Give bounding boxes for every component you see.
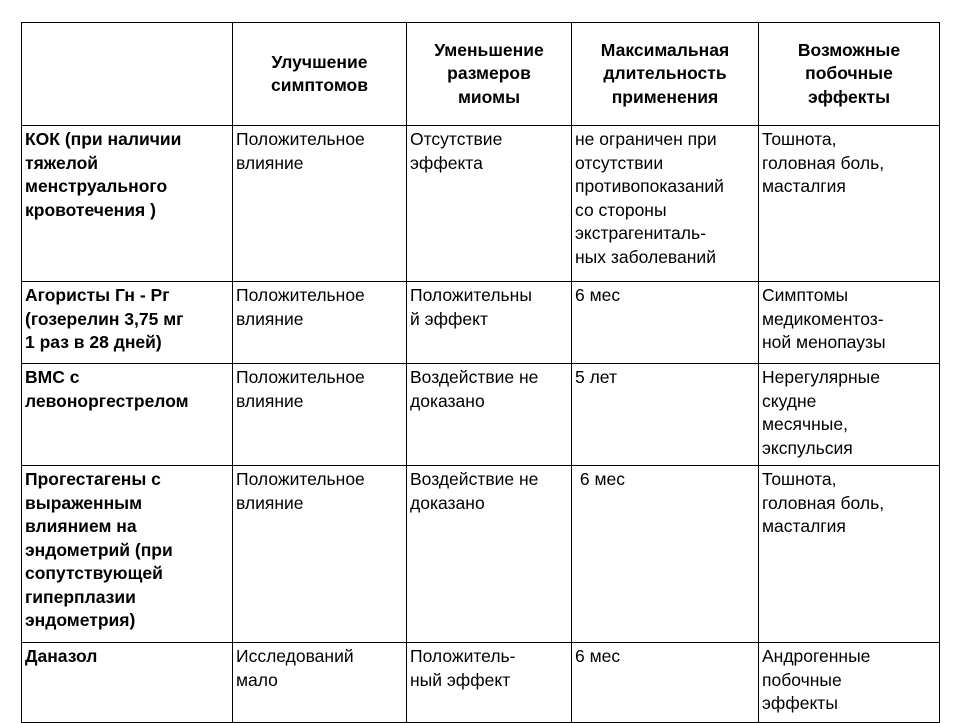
duration-cell: 5 лет <box>572 364 759 466</box>
drug-cell: ВМС с левоноргестрелом <box>22 364 233 466</box>
side-effects-cell: Тошнота, головная боль, масталгия <box>759 126 940 282</box>
symptoms-cell: Положительное влияние <box>233 466 407 643</box>
duration-cell: не ограничен при отсутствии противопоказаний со стороны экстрагениталь- ных заболеваний <box>572 126 759 282</box>
drug-cell: КОК (при наличии тяжелой менструального кровотечения ) <box>22 126 233 282</box>
drug-cell: Прогестагены с выраженным влиянием на эндометрий (при сопутствующей гиперплазии эндометрия) <box>22 466 233 643</box>
size-cell: Положитель- ный эффект <box>407 643 572 723</box>
table-row <box>22 364 940 466</box>
header-cell-drug <box>22 23 233 126</box>
symptoms-cell: Положительное влияние <box>233 282 407 364</box>
table-header-row <box>22 23 940 126</box>
symptoms-cell: Исследований мало <box>233 643 407 723</box>
symptoms-cell: Положительное влияние <box>233 364 407 466</box>
header-cell-duration: Максимальная длительность применения <box>572 23 759 126</box>
size-cell: Отсутствие эффекта <box>407 126 572 282</box>
drug-cell: Агористы Гн - Рг (гозерелин 3,75 мг 1 раз в 28 дней) <box>22 282 233 364</box>
duration-cell: 6 мес <box>572 466 759 643</box>
comparison-table <box>21 22 940 723</box>
side-effects-cell: Андрогенные побочные эффекты <box>759 643 940 723</box>
size-cell: Воздействие не доказано <box>407 466 572 643</box>
side-effects-cell: Тошнота, головная боль, масталгия <box>759 466 940 643</box>
size-cell: Положительны й эффект <box>407 282 572 364</box>
symptoms-cell: Положительное влияние <box>233 126 407 282</box>
drug-cell: Даназол <box>22 643 233 723</box>
side-effects-cell: Симптомы медикоментоз- ной менопаузы <box>759 282 940 364</box>
duration-cell: 6 мес <box>572 282 759 364</box>
header-cell-symptoms: Улучшение симптомов <box>233 23 407 126</box>
size-cell: Воздействие не доказано <box>407 364 572 466</box>
duration-cell: 6 мес <box>572 643 759 723</box>
table-row <box>22 282 940 364</box>
header-cell-size: Уменьшение размеров миомы <box>407 23 572 126</box>
side-effects-cell: Нерегулярные скудне месячные, экспульсия <box>759 364 940 466</box>
table-row <box>22 466 940 643</box>
table-row <box>22 126 940 282</box>
header-cell-side-effects: Возможные побочные эффекты <box>759 23 940 126</box>
table-row <box>22 643 940 723</box>
